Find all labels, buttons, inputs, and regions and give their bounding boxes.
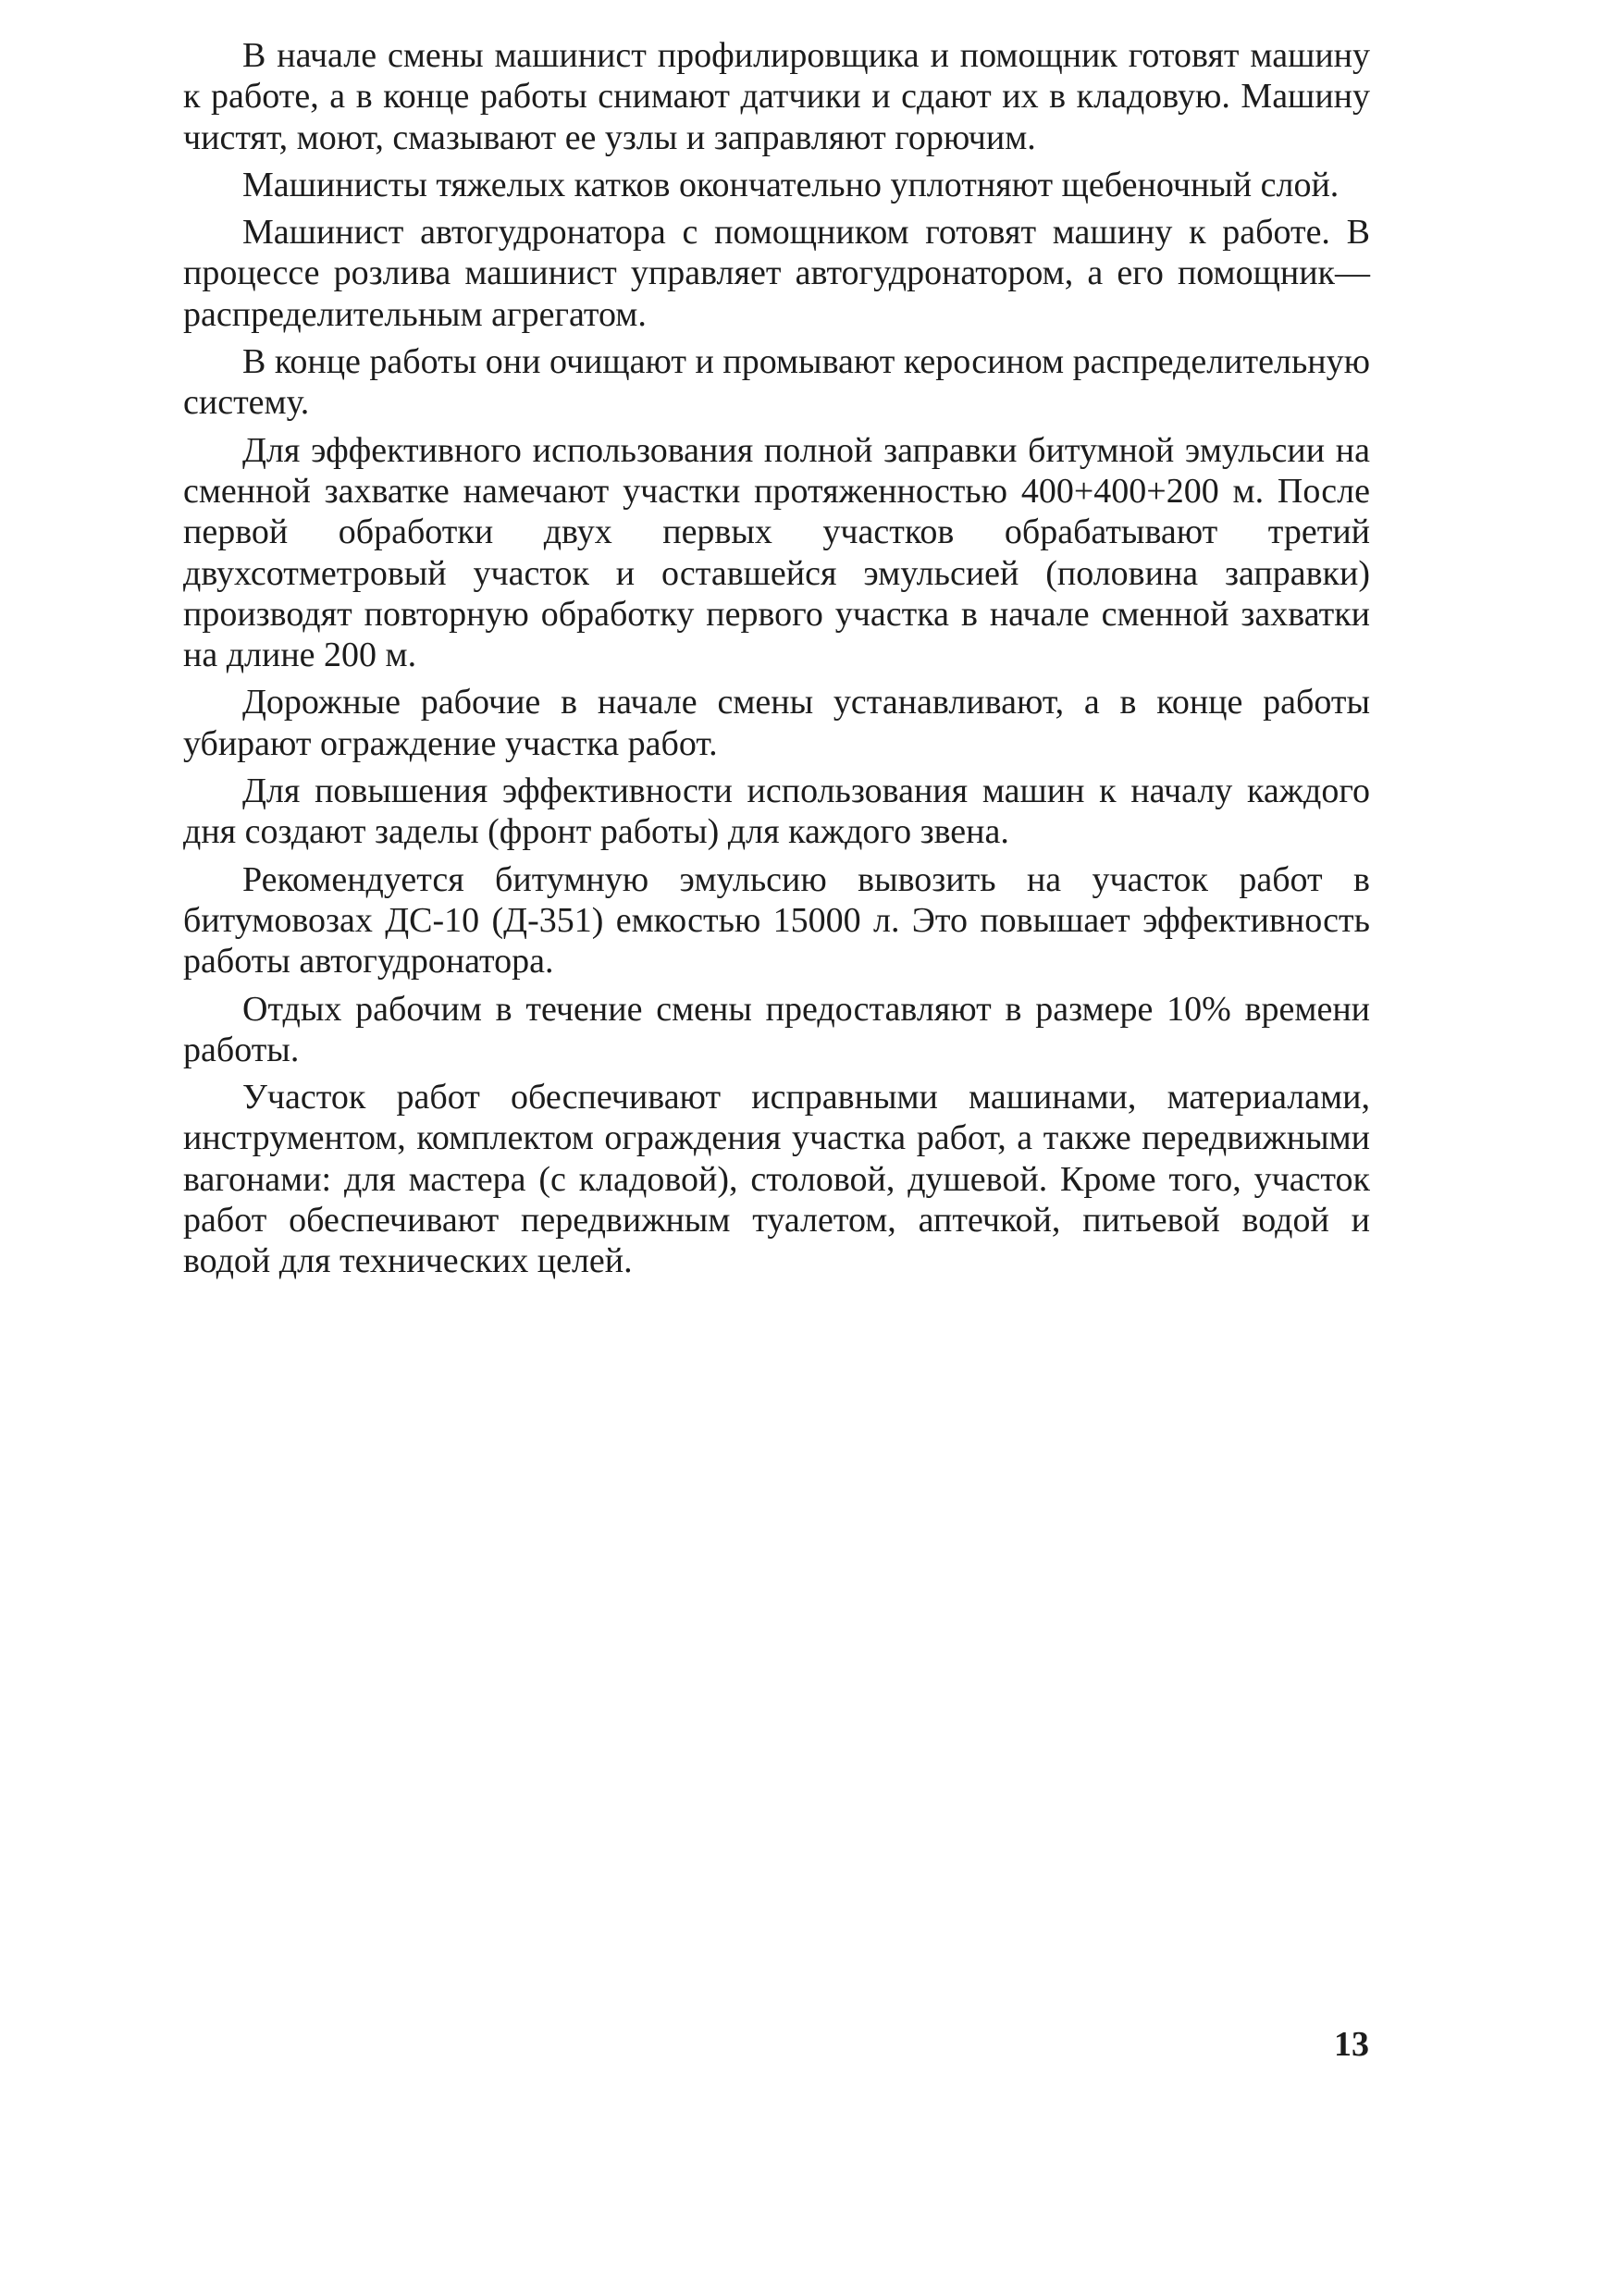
paragraph-10: Участок работ обеспечивают исправными машинами, материалами, инструментом, комплектом ограждения участка работ, а также передвижными вагонами: для мастера (с кладовой), столовой, душевой. Кроме того, участок работ обеспечивают передвижным туалетом, аптечкой, питьевой водой и водой для технических целей.: [183, 1078, 1370, 1281]
paragraph-4: В конце работы они очищают и промывают керосином распределительную систему.: [183, 342, 1370, 423]
page-number: 13: [1334, 2025, 1369, 2064]
paragraph-3: Машинист автогудронатора с помощником готовят машину к работе. В процессе розлива машинист управляет автогудронатором, а его помощник—распределительным агрегатом.: [183, 213, 1370, 334]
paragraph-6: Дорожные рабочие в начале смены устанавливают, а в конце работы убирают ограждение участка работ.: [183, 683, 1370, 763]
paragraph-8: Рекомендуется битумную эмульсию вывозить на участок работ в битумовозах ДС-10 (Д-351) емкостью 15000 л. Это повышает эффективность работы автогудронатора.: [183, 859, 1370, 981]
paragraph-5: Для эффективного использования полной заправки битумной эмульсии на сменной захватке намечают участки протяженностью 400+400+200 м. После первой обработки двух первых участков обрабатывают третий двухсотметровый участок и оставшейся эмульсией (половина заправки) производят повторную обработку первого участка в начале сменной захватки на длине 200 м.: [183, 430, 1370, 675]
body-text: [183, 35, 1370, 1289]
paragraph-2: Машинисты тяжелых катков окончательно уплотняют щебеночный слой.: [242, 165, 1340, 204]
paragraph-9: Отдых рабочим в течение смены предоставляют в размере 10% времени работы.: [183, 989, 1370, 1069]
paragraph-1: В начале смены машинист профилировщика и помощник готовят машину к работе, а в конце работы снимают датчики и сдают их в кладовую. Машину чистят, моют, смазывают ее узлы и заправляют горючим.: [183, 36, 1370, 157]
paragraph-7: Для повышения эффективности использования машин к началу каждого дня создают заделы (фронт работы) для каждого звена.: [183, 772, 1370, 852]
